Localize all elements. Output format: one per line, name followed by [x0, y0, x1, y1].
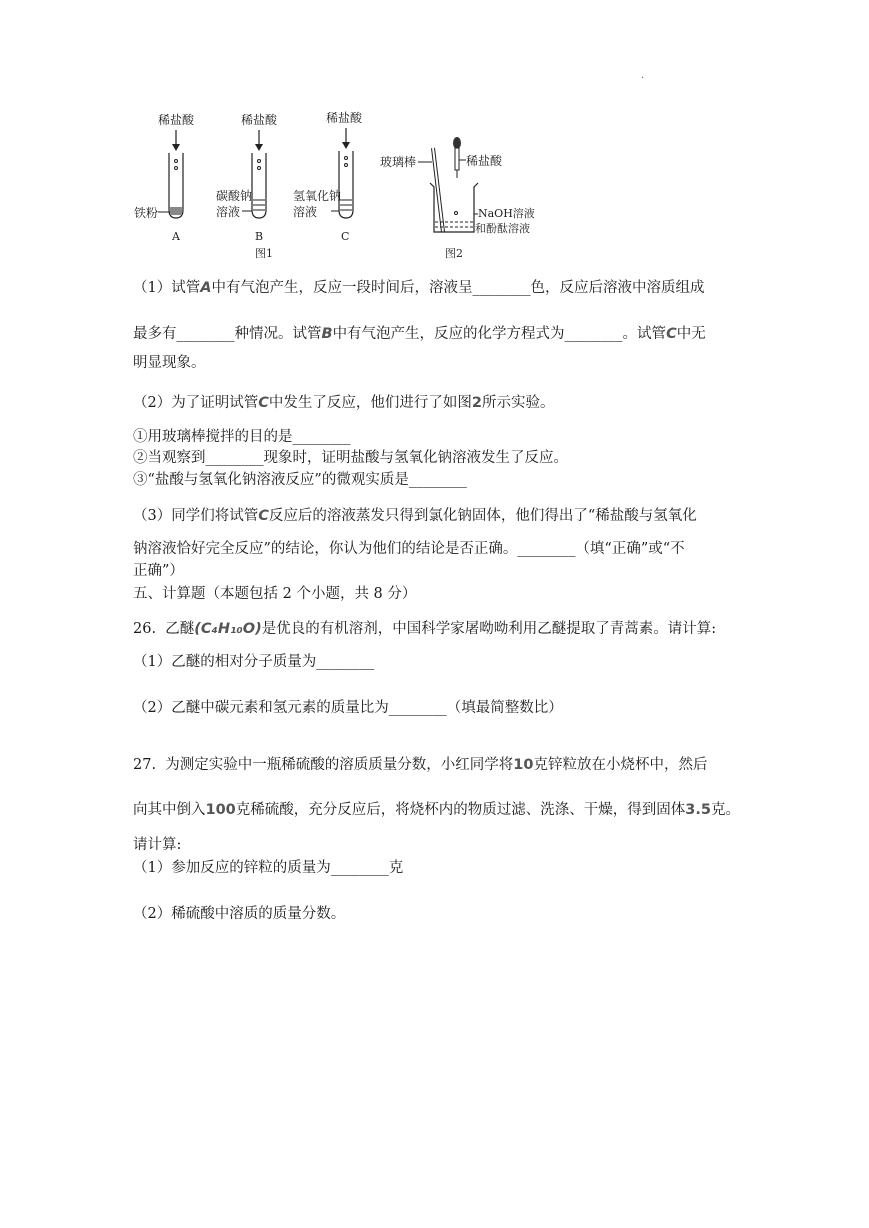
corner-dot: . [641, 70, 645, 81]
test-tube-b [216, 112, 278, 243]
q27-stem-line1: 27. 为测定实验中一瓶稀硫酸的溶质质量分数，小红同学将10克锌粒放在小烧杯中，然后 [133, 757, 708, 773]
tube-c-substance-label-2: 溶液 [293, 205, 318, 219]
q-part1-line2: 最多有________种情况。试管B中有气泡产生，反应的化学方程式为________。试管C中无 [133, 326, 706, 342]
tube-b-acid-label: 稀盐酸 [241, 113, 278, 127]
test-tube-c [293, 110, 363, 243]
tube-c-letter: C [341, 230, 350, 243]
glass-rod-label: 玻璃棒 [380, 155, 417, 169]
tube-a-acid-label: 稀盐酸 [158, 113, 195, 127]
q26-stem: 26. 乙醚(C₄H₁₀O)是优良的有机溶剂，中国科学家屠呦呦利用乙醚提取了青蒿素。请计算: [133, 621, 717, 637]
experiment-figure [0, 0, 869, 270]
tube-a-letter: A [172, 230, 180, 243]
tube-a-substance-label: 铁粉 [134, 206, 159, 220]
tube-b-substance-label-2: 溶液 [216, 205, 241, 219]
beaker-acid-label: 稀盐酸 [466, 154, 503, 168]
q27-stem-line3: 请计算: [133, 837, 182, 853]
q27-stem-line2: 向其中倒入100克稀硫酸，充分反应后，将烧杯内的物质过滤、洗涤、干燥，得到固体3.5克。 [133, 802, 740, 818]
q27-part2: （2）稀硫酸中溶质的质量分数。 [133, 906, 346, 922]
q27-part1: （1）参加反应的锌粒的质量为________克 [133, 860, 404, 876]
beaker [380, 137, 535, 235]
q-part2-sub2: ②当观察到________现象时，证明盐酸与氢氧化钠溶液发生了反应。 [133, 450, 568, 466]
section-5-heading: 五、计算题（本题包括 2 个小题，共 8 分） [133, 586, 417, 602]
q-part2-line1: （2）为了证明试管C中发生了反应，他们进行了如图2所示实验。 [133, 395, 555, 411]
beaker-solution-label-2: 和酚酞溶液 [475, 222, 530, 235]
figure-2-caption: 图2 [445, 247, 463, 260]
beaker-solution-label-1: NaOH溶液 [478, 207, 535, 220]
tube-c-substance-label-1: 氢氧化钠 [293, 189, 342, 203]
figure-1-caption: 图1 [255, 247, 273, 260]
test-tube-a [134, 112, 195, 243]
tube-c-acid-label: 稀盐酸 [326, 111, 363, 125]
q26-part1: （1）乙醚的相对分子质量为________ [133, 654, 375, 670]
q-part1-line3: 明显现象。 [133, 355, 206, 371]
tube-b-substance-label-1: 碳酸钠 [216, 189, 253, 203]
q26-part2: （2）乙醚中碳元素和氢元素的质量比为________（填最简整数比） [133, 700, 563, 716]
q-part1-line1: （1）试管A中有气泡产生，反应一段时间后，溶液呈________色，反应后溶液中溶质组成 [133, 280, 705, 296]
q-part3-line1: （3）同学们将试管C反应后的溶液蒸发只得到氯化钠固体，他们得出了“稀盐酸与氢氧化 [133, 508, 697, 524]
tube-b-letter: B [255, 230, 264, 243]
q-part3-line3: 正确”） [133, 563, 184, 579]
q-part2-sub3: ③“盐酸与氢氧化钠溶液反应”的微观实质是________ [133, 472, 467, 488]
q-part3-line2: 钠溶液恰好完全反应”的结论，你认为他们的结论是否正确。________（填“正确”或“不 [133, 541, 685, 557]
q-part2-sub1: ①用玻璃棒搅拌的目的是________ [133, 429, 351, 445]
